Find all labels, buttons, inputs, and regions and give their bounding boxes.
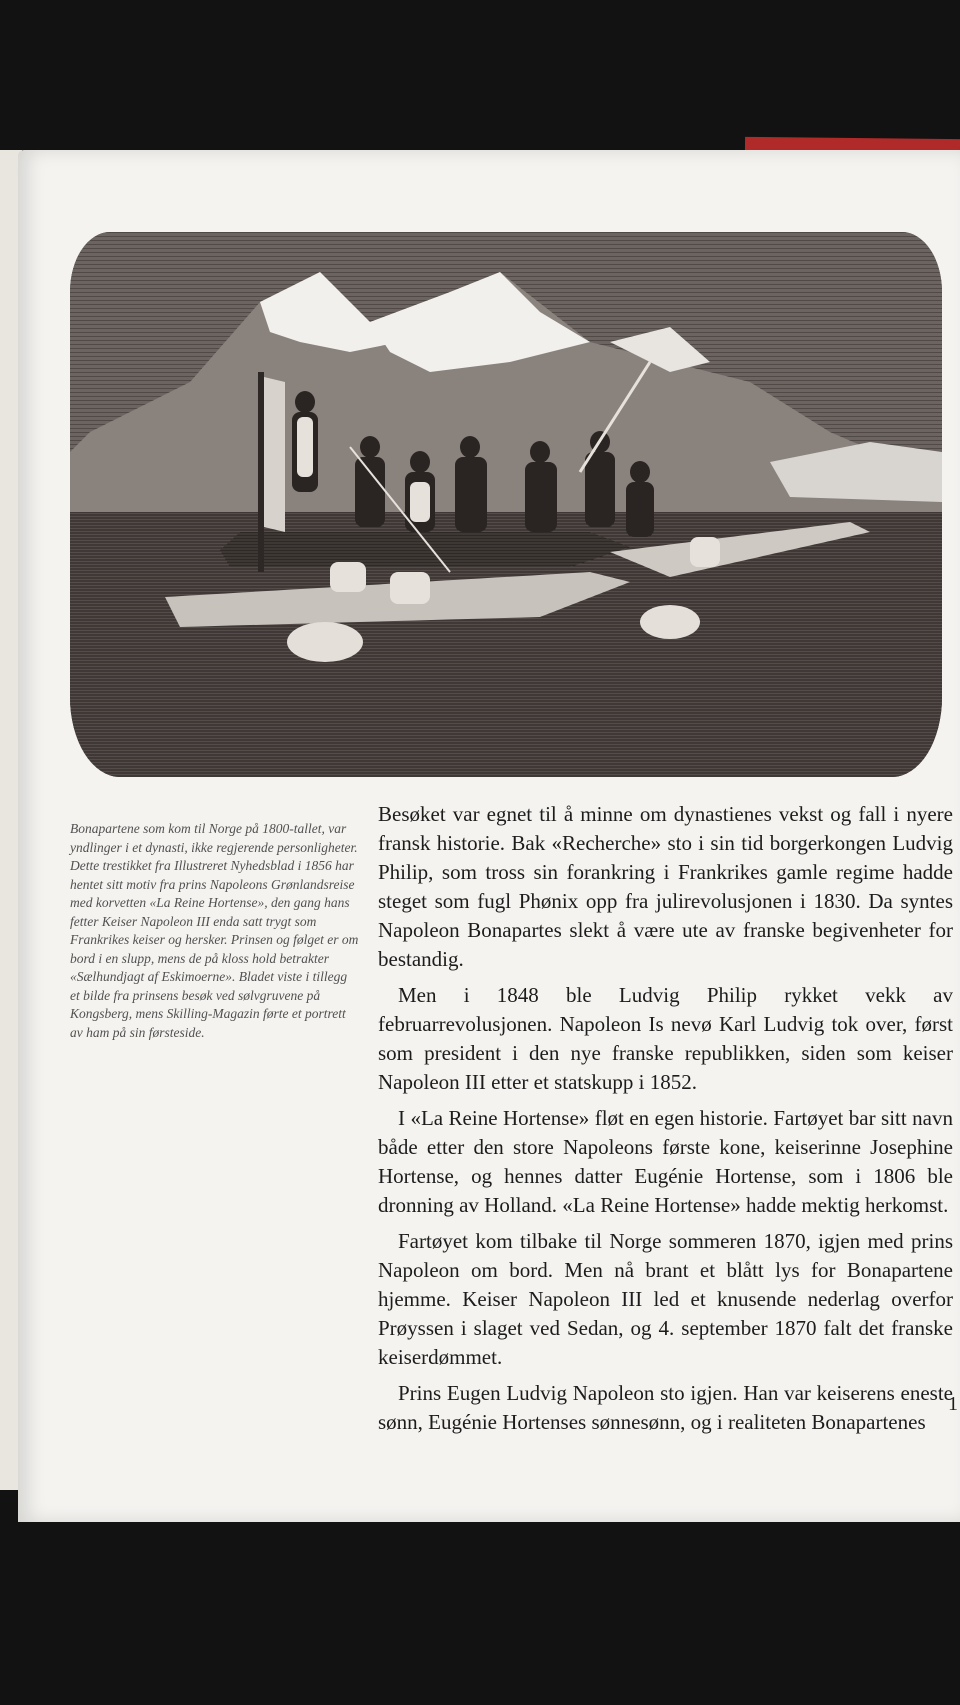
body-paragraph: Prins Eugen Ludvig Napoleon sto igjen. Han var keiserens eneste sønn, Eugénie Hortenses sønnesønn, og i realiteten Bonapartenes bbox=[378, 1381, 953, 1434]
seal-float-right bbox=[640, 605, 700, 639]
engraving-scene bbox=[70, 232, 942, 777]
body-paragraph: Fartøyet kom tilbake til Norge sommeren 1870, igjen med prins Napoleon om bord. Men nå brant et blått lys for Bonapartene hjemme. Keiser Napoleon III led et knusende nederlag overfor Prøyssen i slaget ved Sedan, og 4. september 1870 falt det franske keiserdømmet. bbox=[378, 1229, 953, 1369]
page-number: 1 bbox=[948, 1393, 958, 1415]
body-text-column bbox=[378, 800, 953, 1444]
flag bbox=[264, 377, 285, 532]
caption-text: Bonapartene som kom til Norge på 1800-tallet, var yndlinger i et dynasti, ikke regjerende personligheter. Dette trestikket fra Illustreret Nyhedsblad i 1856 har hentet sitt motiv fra prins Napoleons Grønlandsreise med korvetten «La Reine Hortense», den gang hans fetter Keiser Napoleon III enda satt trygt som Frankrikes keiser og hersker. Prinsen og følget er om bord i en slupp, mens de på kloss hold betrakter «Sælhundjagt af Eskimoerne». Bladet viste i tillegg et bilde fra prinsens besøk ved sølvgruvene på Kongsberg, mens Skilling-Magazin førte et portrett av ham på sin førsteside. bbox=[70, 821, 359, 1040]
seal-float-left bbox=[287, 622, 363, 662]
image-caption bbox=[70, 820, 360, 1042]
mast bbox=[258, 372, 264, 572]
boat-hull-main bbox=[220, 532, 630, 567]
body-paragraph: Besøket var egnet til å minne om dynastienes vekst og fall i nyere fransk historie. Bak «Recherche» sto i sin tid borgerkongen Ludvig Philip, som tross sin forankring i Frankrikes gamle regime hadde steget som fugl Phønix opp fra julirevolusjonen i 1830. Da syntes Napoleon Bonapartes slekt å være ute av franske begivenheter for bestandig. bbox=[378, 802, 953, 971]
body-paragraph: I «La Reine Hortense» fløt en egen historie. Fartøyet bar sitt navn både etter den store Napoleons første kone, keiserinne Josephine Hortense, og hennes datter Eugénie Hortense, som i 1806 ble dronning av Holland. «La Reine Hortense» hadde mektig herkomst. bbox=[378, 1106, 953, 1217]
body-paragraph: Men i 1848 ble Ludvig Philip rykket vekk av februarrevolusjonen. Napoleon Is nevø Karl Ludvig tok over, først som president i den nye franske republikken, siden som keiser Napoleon III etter et statskupp i 1852. bbox=[378, 983, 953, 1094]
engraving-illustration bbox=[70, 232, 942, 777]
